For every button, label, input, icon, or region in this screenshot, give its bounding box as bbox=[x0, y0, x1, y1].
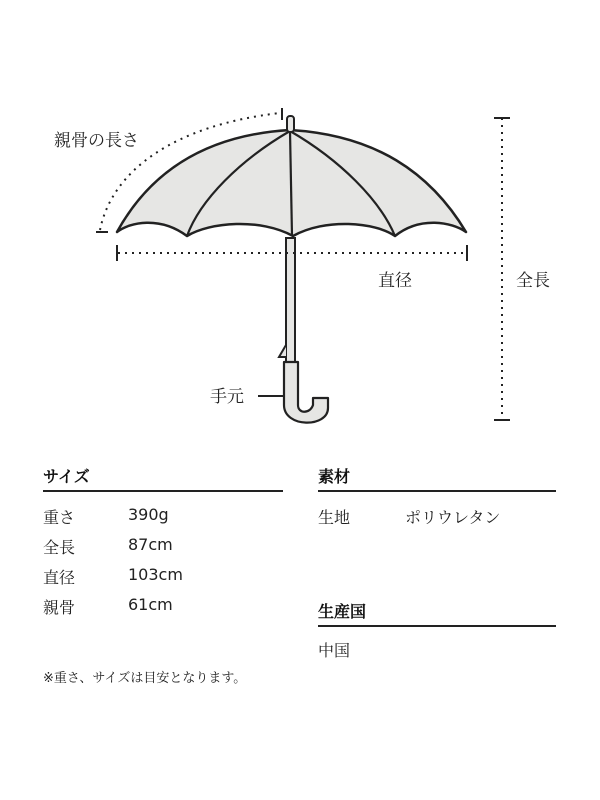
label-total-length: 全長 bbox=[516, 271, 550, 291]
umbrella-handle bbox=[284, 362, 328, 423]
umbrella-shaft bbox=[286, 238, 295, 363]
label-rib-length: 親骨の長さ bbox=[54, 131, 139, 151]
size-row-value: 103cm bbox=[128, 565, 183, 584]
origin-section-rule bbox=[318, 625, 556, 627]
size-row-label: 重さ bbox=[43, 508, 76, 527]
footnote: ※重さ、サイズは目安となります。 bbox=[43, 671, 247, 686]
size-row-label: 直径 bbox=[43, 568, 76, 587]
material-section-rule bbox=[318, 490, 556, 492]
size-row-label: 親骨 bbox=[43, 598, 76, 617]
size-section-title: サイズ bbox=[43, 467, 90, 486]
origin-section-title: 生産国 bbox=[318, 602, 367, 621]
material-row-value: ポリウレタン bbox=[405, 508, 501, 527]
size-row-value: 61cm bbox=[128, 595, 173, 614]
umbrella-notch bbox=[279, 345, 286, 357]
label-diameter: 直径 bbox=[378, 271, 412, 291]
size-row-value: 87cm bbox=[128, 535, 173, 554]
size-section-rule bbox=[43, 490, 283, 492]
size-row-value: 390g bbox=[128, 505, 169, 524]
label-handle: 手元 bbox=[210, 387, 244, 407]
material-row-label: 生地 bbox=[318, 508, 351, 527]
material-section-title: 素材 bbox=[318, 467, 351, 486]
origin-value: 中国 bbox=[318, 641, 351, 660]
umbrella-tip bbox=[287, 116, 294, 132]
size-row-label: 全長 bbox=[43, 538, 76, 557]
